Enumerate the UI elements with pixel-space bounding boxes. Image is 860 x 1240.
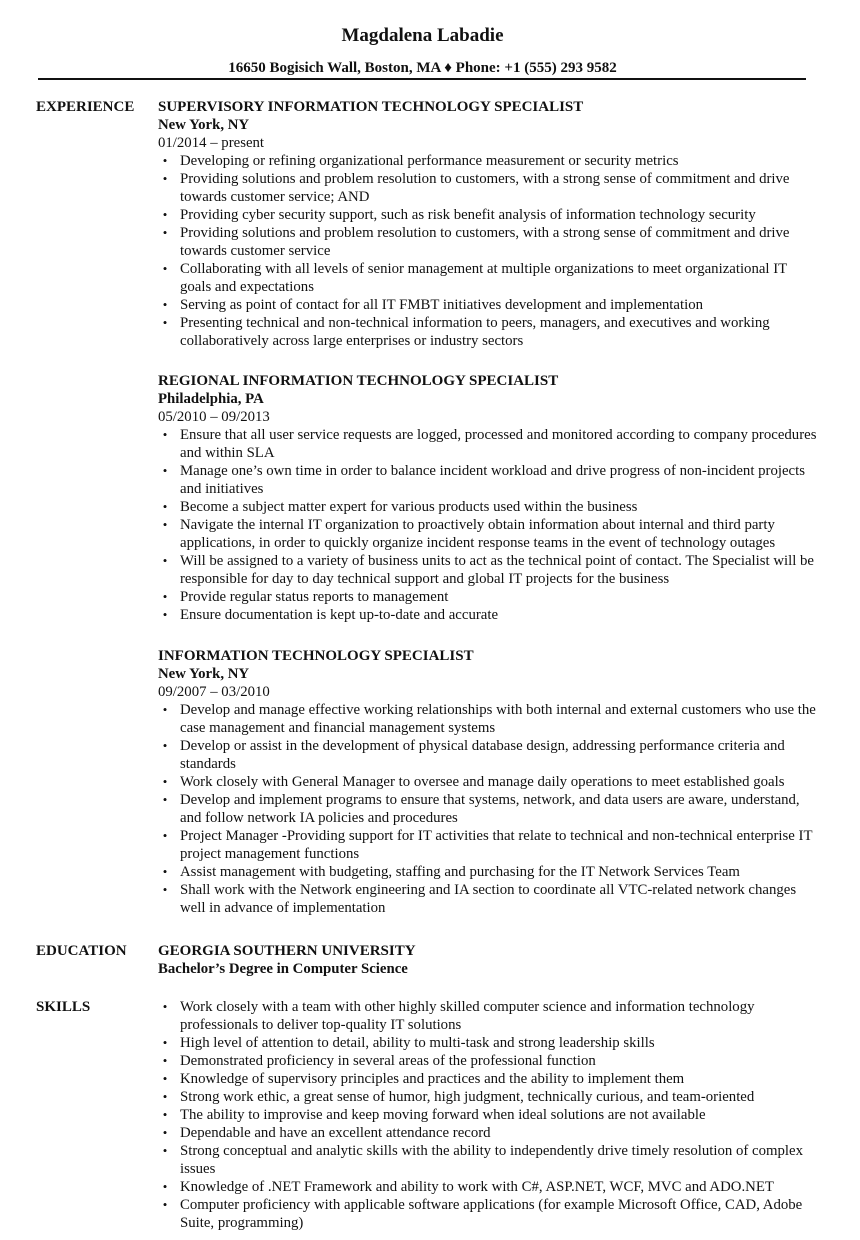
school-name: GEORGIA SOUTHERN UNIVERSITY — [158, 943, 416, 959]
list-item: • Work closely with a team with other highly skilled computer science and information technology professionals to deliver top-quality IT solutions — [158, 998, 818, 1034]
contact-line: 16650 Bogisich Wall, Boston, MA ♦ Phone: +1 (555) 293 9582 — [228, 60, 617, 76]
job-bullets — [158, 701, 818, 917]
list-item: • Knowledge of supervisory principles and practices and the ability to implement them — [158, 1070, 818, 1088]
bullet-icon: • — [162, 1179, 168, 1194]
list-item: • Knowledge of .NET Framework and ability to work with C#, ASP.NET, WCF, MVC and ADO.NET — [158, 1178, 818, 1196]
bullet-icon: • — [162, 1035, 168, 1050]
bullet-icon: • — [162, 738, 168, 753]
list-item: • Manage one’s own time in order to balance incident workload and drive progress of non-incident projects and initiatives — [158, 462, 818, 498]
job-entry — [158, 372, 818, 624]
list-item: • Will be assigned to a variety of business units to act as the technical point of contact. The Specialist will be responsible for day to day technical support and global IT projects for the business — [158, 552, 818, 588]
list-item: • Strong conceptual and analytic skills with the ability to independently drive timely resolution of complex issues — [158, 1142, 818, 1178]
list-item: • Serving as point of contact for all IT FMBT initiatives development and implementation — [158, 296, 818, 314]
list-item: • Develop or assist in the development of physical database design, addressing performance criteria and standards — [158, 737, 818, 773]
bullet-icon: • — [162, 315, 168, 330]
bullet-icon: • — [162, 207, 168, 222]
job-location: New York, NY — [158, 666, 250, 682]
job-dates: 05/2010 – 09/2013 — [158, 409, 270, 425]
skills-entry — [158, 998, 818, 1232]
list-item: • Provide regular status reports to management — [158, 588, 818, 606]
bullet-icon: • — [162, 1125, 168, 1140]
bullet-icon: • — [162, 774, 168, 789]
job-entry — [158, 647, 818, 917]
skills-bullets — [158, 998, 818, 1232]
bullet-icon: • — [162, 153, 168, 168]
list-item: • High level of attention to detail, ability to multi-task and strong leadership skills — [158, 1034, 818, 1052]
list-item: • Ensure that all user service requests are logged, processed and monitored according to company procedures and within SLA — [158, 426, 818, 462]
job-title: REGIONAL INFORMATION TECHNOLOGY SPECIALIST — [158, 373, 559, 389]
bullet-icon: • — [162, 553, 168, 568]
bullet-icon: • — [162, 1107, 168, 1122]
list-item: • Develop and implement programs to ensure that systems, network, and data users are aware, understand, and follow network IA policies and procedures — [158, 791, 818, 827]
bullet-icon: • — [162, 261, 168, 276]
section-label-experience: EXPERIENCE — [36, 99, 135, 115]
list-item: • Work closely with General Manager to oversee and manage daily operations to meet established goals — [158, 773, 818, 791]
list-item: • Assist management with budgeting, staffing and purchasing for the IT Network Services Team — [158, 863, 818, 881]
list-item: • Computer proficiency with applicable software applications (for example Microsoft Office, CAD, Adobe Suite, programming) — [158, 1196, 818, 1232]
job-location: Philadelphia, PA — [158, 391, 264, 407]
bullet-icon: • — [162, 882, 168, 897]
list-item: • Develop and manage effective working relationships with both internal and external customers who use the case management and financial management systems — [158, 701, 818, 737]
bullet-icon: • — [162, 171, 168, 186]
job-title: SUPERVISORY INFORMATION TECHNOLOGY SPECIALIST — [158, 99, 584, 115]
job-bullets — [158, 152, 818, 350]
job-title: INFORMATION TECHNOLOGY SPECIALIST — [158, 648, 474, 664]
list-item: • Dependable and have an excellent attendance record — [158, 1124, 818, 1142]
list-item: • Project Manager -Providing support for IT activities that relate to technical and non-technical enterprise IT project management functions — [158, 827, 818, 863]
header-divider — [38, 78, 806, 80]
section-label-education: EDUCATION — [36, 943, 127, 959]
list-item: • Shall work with the Network engineering and IA section to coordinate all VTC-related network changes well in advance of implementation — [158, 881, 818, 917]
resume-name: Magdalena Labadie — [341, 25, 504, 46]
bullet-icon: • — [162, 427, 168, 442]
bullet-icon: • — [162, 792, 168, 807]
degree: Bachelor’s Degree in Computer Science — [158, 961, 408, 977]
list-item: • Ensure documentation is kept up-to-date and accurate — [158, 606, 818, 624]
bullet-icon: • — [162, 589, 168, 604]
job-dates: 09/2007 – 03/2010 — [158, 684, 270, 700]
job-bullets — [158, 426, 818, 624]
list-item: • Navigate the internal IT organization to proactively obtain information about internal and third party applications, in order to quickly organize incident response teams in the event of technology outages — [158, 516, 818, 552]
list-item: • The ability to improvise and keep moving forward when ideal solutions are not available — [158, 1106, 818, 1124]
bullet-icon: • — [162, 607, 168, 622]
list-item: • Providing solutions and problem resolution to customers, with a strong sense of commitment and drive towards customer service; AND — [158, 170, 818, 206]
bullet-icon: • — [162, 499, 168, 514]
bullet-icon: • — [162, 702, 168, 717]
list-item: • Strong work ethic, a great sense of humor, high judgment, technically curious, and team-oriented — [158, 1088, 818, 1106]
bullet-icon: • — [162, 1089, 168, 1104]
list-item: • Presenting technical and non-technical information to peers, managers, and executives and working collaboratively across large enterprises or industry sectors — [158, 314, 818, 350]
bullet-icon: • — [162, 1143, 168, 1158]
list-item: • Providing cyber security support, such as risk benefit analysis of information technology security — [158, 206, 818, 224]
bullet-icon: • — [162, 1197, 168, 1212]
job-location: New York, NY — [158, 117, 250, 133]
bullet-icon: • — [162, 828, 168, 843]
bullet-icon: • — [162, 297, 168, 312]
list-item: • Providing solutions and problem resolution to customers, with a strong sense of commitment and drive towards customer service — [158, 224, 818, 260]
education-entry — [158, 942, 818, 978]
job-entry — [158, 98, 818, 350]
bullet-icon: • — [162, 225, 168, 240]
job-dates: 01/2014 – present — [158, 135, 265, 151]
bullet-icon: • — [162, 463, 168, 478]
list-item: • Collaborating with all levels of senior management at multiple organizations to meet organizational IT goals and expectations — [158, 260, 818, 296]
section-label-skills: SKILLS — [36, 999, 91, 1015]
bullet-icon: • — [162, 1053, 168, 1068]
bullet-icon: • — [162, 864, 168, 879]
list-item: • Developing or refining organizational performance measurement or security metrics — [158, 152, 818, 170]
bullet-icon: • — [162, 1071, 168, 1086]
bullet-icon: • — [162, 517, 168, 532]
bullet-icon: • — [162, 999, 168, 1014]
list-item: • Become a subject matter expert for various products used within the business — [158, 498, 818, 516]
list-item: • Demonstrated proficiency in several areas of the professional function — [158, 1052, 818, 1070]
